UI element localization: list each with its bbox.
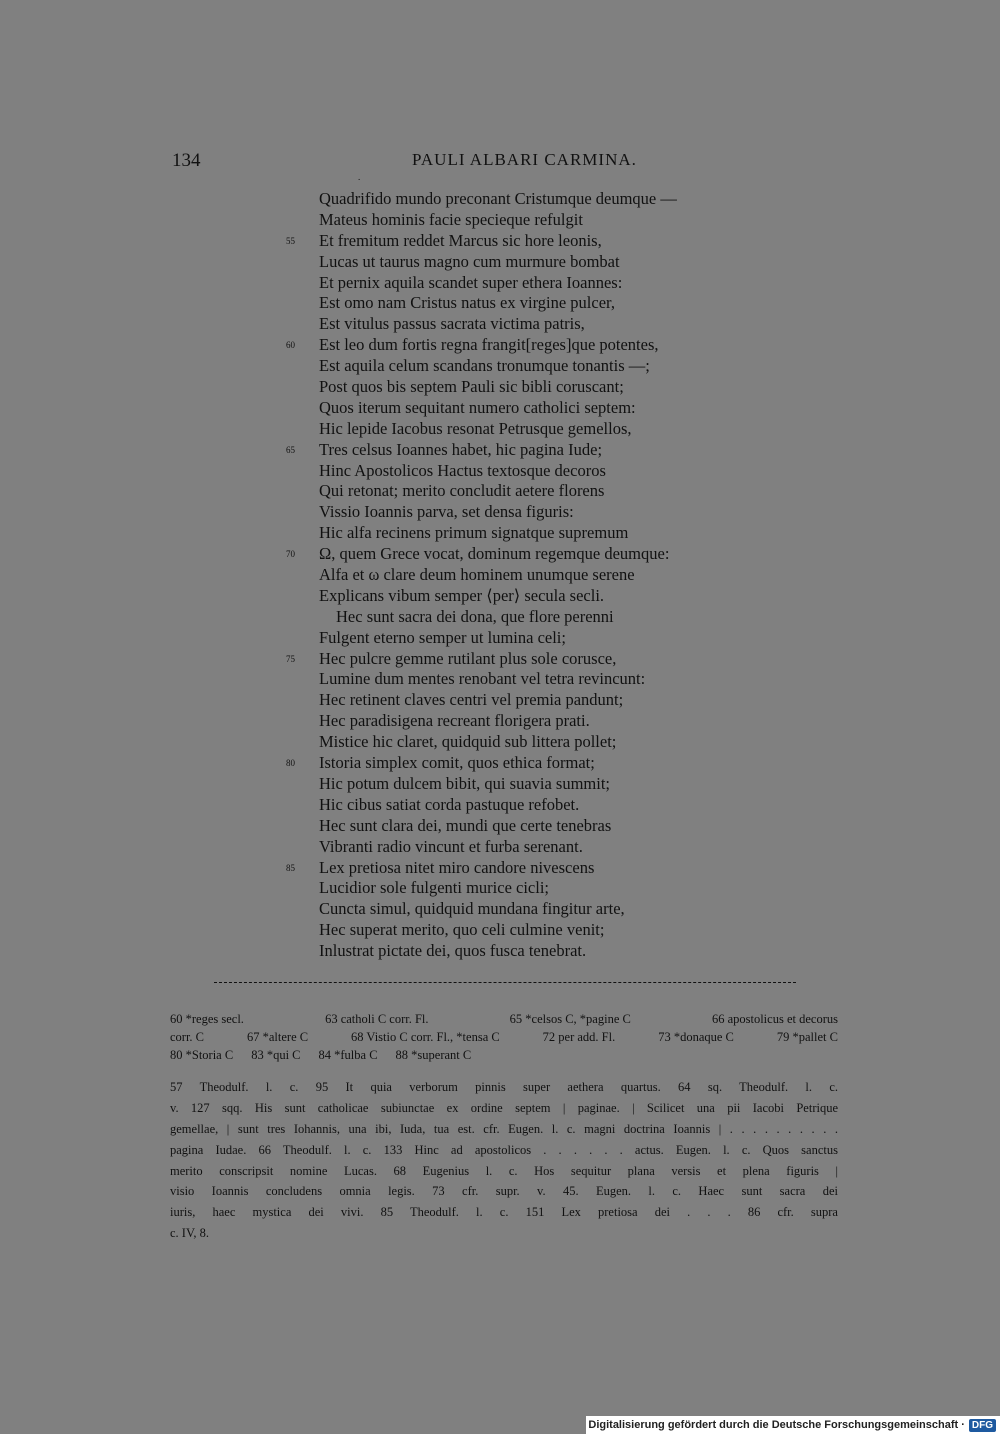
verse-text: Quos iterum sequitant numero catholici septem:	[319, 397, 636, 417]
verse-line	[0, 669, 1000, 690]
apparatus-entry: 72 per add. Fl.	[542, 1030, 616, 1044]
running-dot: .	[358, 172, 361, 182]
apparatus-entry: 66 apostolicus et decorus	[711, 1012, 838, 1026]
verse-line	[0, 690, 1000, 711]
verse-line	[0, 231, 1000, 252]
verse-text: Hec superat merito, quo celi culmine venit;	[319, 920, 605, 940]
verse-number: 60	[286, 340, 295, 351]
source-line: visio Ioannis concludens omnia legis. 73 cfr. supr. v. 45. Eugen. l. c. Haec sunt sacra dei	[170, 1184, 838, 1199]
verse-text: Post quos bis septem Pauli sic bibli coruscant;	[319, 377, 624, 397]
verse-text: Mistice hic claret, quidquid sub littera pollet;	[319, 732, 617, 752]
source-line: iuris, haec mystica dei vivi. 85 Theodulf. l. c. 151 Lex pretiosa dei . . . 86 cfr. supra	[170, 1205, 838, 1220]
apparatus-line	[170, 1046, 838, 1064]
verse-number: 55	[286, 235, 295, 246]
verse-number: 70	[286, 549, 295, 560]
verse-line	[0, 628, 1000, 649]
source-line: 57 Theodulf. l. c. 95 It quia verborum pinnis super aethera quartus. 64 sq. Theodulf. l. c.	[170, 1080, 838, 1094]
critical-apparatus	[170, 1010, 838, 1064]
dfg-logo-icon: DFG	[969, 1419, 996, 1432]
verse-line	[0, 210, 1000, 231]
verse-line	[0, 377, 1000, 398]
verse-line	[0, 356, 1000, 377]
apparatus-entry: 73 *donaque C	[658, 1030, 734, 1044]
verse-line	[0, 920, 1000, 941]
verse-line	[0, 440, 1000, 461]
running-title: PAULI ALBARI CARMINA.	[412, 150, 637, 169]
verse-text: Est leo dum fortis regna frangit[reges]que potentes,	[319, 335, 659, 355]
verse-text: Est aquila celum scandans tronumque tonantis —;	[319, 356, 650, 376]
verse-number: 80	[286, 758, 295, 769]
verse-text: Tres celsus Ioannes habet, hic pagina Iude;	[319, 439, 603, 459]
verse-line	[0, 732, 1000, 753]
verse-text: Istoria simplex comit, quos ethica format;	[319, 753, 595, 773]
verse-text: Hec paradisigena recreant florigera prati.	[319, 711, 590, 731]
verse-line	[0, 189, 1000, 210]
apparatus-entry: 83 *qui C	[251, 1048, 301, 1062]
apparatus-entry: 68 Vistio C corr. Fl., *tensa C	[351, 1030, 500, 1044]
verse-text: Lumine dum mentes renobant vel tetra revincunt:	[319, 669, 646, 689]
source-line: v. 127 sqq. His sunt catholicae subiunctae ex ordine septem | paginae. | Scilicet una pii Iacobi Petrique	[170, 1100, 838, 1115]
verse-text: Mateus hominis facie specieque refulgit	[319, 209, 583, 229]
apparatus-entry: 67 *altere C	[246, 1030, 309, 1044]
verse-line	[0, 941, 1000, 962]
verse-text: Lucas ut taurus magno cum murmure bombat	[319, 251, 620, 271]
verse-line	[0, 837, 1000, 858]
verse-line	[0, 523, 1000, 544]
apparatus-line	[170, 1010, 838, 1028]
verse-number: 75	[286, 653, 295, 664]
verse-text: Et pernix aquila scandet super ethera Ioannes:	[319, 272, 623, 292]
apparatus-entry: 60 *reges secl.	[170, 1012, 244, 1026]
verse-text: Cuncta simul, quidquid mundana fingitur arte,	[319, 899, 625, 919]
verse-text: Hec pulcre gemme rutilant plus sole corusce,	[319, 648, 617, 668]
verse-line	[0, 899, 1000, 920]
verse-line	[0, 419, 1000, 440]
verse-text: Fulgent eterno semper ut lumina celi;	[319, 627, 566, 647]
verse-number: 85	[286, 862, 295, 873]
verse-line	[0, 252, 1000, 273]
source-line: gemellae, | sunt tres Iohannis, una ibi, Iuda, tua est. cfr. Eugen. l. c. magni doctrina Ioannis | . . . . . . . . . .	[170, 1121, 838, 1136]
verse-line	[0, 774, 1000, 795]
verse-line	[0, 816, 1000, 837]
verse-text: Hic potum dulcem bibit, qui suavia summit;	[319, 773, 611, 793]
verse-text: Hic alfa recinens primum signatque supremum	[319, 523, 629, 543]
verse-line	[0, 314, 1000, 335]
verse-line	[0, 398, 1000, 419]
verse-line	[0, 481, 1000, 502]
footer-text: Digitalisierung gefördert durch die Deutsche Forschungsgemeinschaft ·	[588, 1419, 965, 1431]
verse-text: Vissio Ioannis parva, set densa figuris:	[319, 502, 574, 522]
apparatus-entry: 88 *superant C	[395, 1048, 472, 1062]
verse-text: Ω, quem Grece vocat, dominum regemque deumque:	[319, 544, 670, 564]
verse-line	[0, 544, 1000, 565]
verse-line	[0, 753, 1000, 774]
source-notes	[170, 1077, 838, 1244]
apparatus-entry: 79 *pallet C	[776, 1030, 838, 1044]
verse-text: Qui retonat; merito concludit aetere florens	[319, 481, 605, 501]
verse-text: Explicans vibum semper ⟨per⟩ secula secli.	[319, 585, 605, 605]
verse-text: Est vitulus passus sacrata victima patris,	[319, 314, 585, 334]
verse-line	[0, 335, 1000, 356]
verse-line	[0, 858, 1000, 879]
verse-text: Et fremitum reddet Marcus sic hore leonis,	[319, 230, 602, 250]
verse-line	[0, 649, 1000, 670]
verse-text: Hec retinent claves centri vel premia pandunt;	[319, 690, 624, 710]
source-line: pagina Iudae. 66 Theodulf. l. c. 133 Hinc ad apostolicos . . . . . . actus. Eugen. l. c. Quos sanctus	[170, 1142, 838, 1157]
verse-text: Alfa et ω clare deum hominem unumque serene	[319, 565, 635, 585]
verse-line	[0, 461, 1000, 482]
source-line: c. IV, 8.	[170, 1226, 210, 1241]
verse-text: Hec sunt clara dei, mundi que certe tenebras	[319, 815, 612, 835]
verse-text: Vibranti radio vincunt et furba serenant.	[319, 836, 583, 856]
verse-number: 65	[286, 444, 295, 455]
verse-line	[0, 607, 1000, 628]
verse-text: Est omo nam Cristus natus ex virgine pulcer,	[319, 293, 615, 313]
verse-line	[0, 502, 1000, 523]
verse-line	[0, 878, 1000, 899]
apparatus-entry: corr. C	[170, 1030, 205, 1044]
poem-body	[0, 189, 1000, 962]
verse-line	[0, 795, 1000, 816]
footnote-rule	[214, 982, 796, 983]
verse-text: Quadrifido mundo preconant Cristumque deumque —	[319, 189, 677, 208]
verse-line	[0, 565, 1000, 586]
verse-line	[0, 273, 1000, 294]
verse-line	[0, 711, 1000, 732]
apparatus-entry: 65 *celsos C, *pagine C	[509, 1012, 631, 1026]
verse-text: Lucidior sole fulgenti murice cicli;	[319, 878, 550, 898]
verse-text: Hic lepide Iacobus resonat Petrusque gemellos,	[319, 418, 632, 438]
verse-text: Lex pretiosa nitet miro candore nivescens	[319, 857, 595, 877]
apparatus-entry: 84 *fulba C	[318, 1048, 378, 1062]
verse-line	[0, 586, 1000, 607]
apparatus-entry: 80 *Storia C	[170, 1048, 234, 1062]
dfg-footer	[586, 1416, 1000, 1434]
verse-text: Hic cibus satiat corda pastuque refobet.	[319, 794, 580, 814]
source-line: merito conscripsit nomine Lucas. 68 Eugenius l. c. Hos sequitur plana versis et plena figuris |	[170, 1163, 838, 1178]
page-number: 134	[172, 150, 201, 171]
verse-line	[0, 293, 1000, 314]
verse-text: Hinc Apostolicos Hactus textosque decoros	[319, 460, 606, 480]
apparatus-line	[170, 1028, 838, 1046]
verse-text: Hec sunt sacra dei dona, que flore perenni	[336, 606, 614, 626]
verse-text: Inlustrat pictate dei, quos fusca tenebrat.	[319, 941, 587, 961]
apparatus-entry: 63 catholi C corr. Fl.	[325, 1012, 429, 1026]
